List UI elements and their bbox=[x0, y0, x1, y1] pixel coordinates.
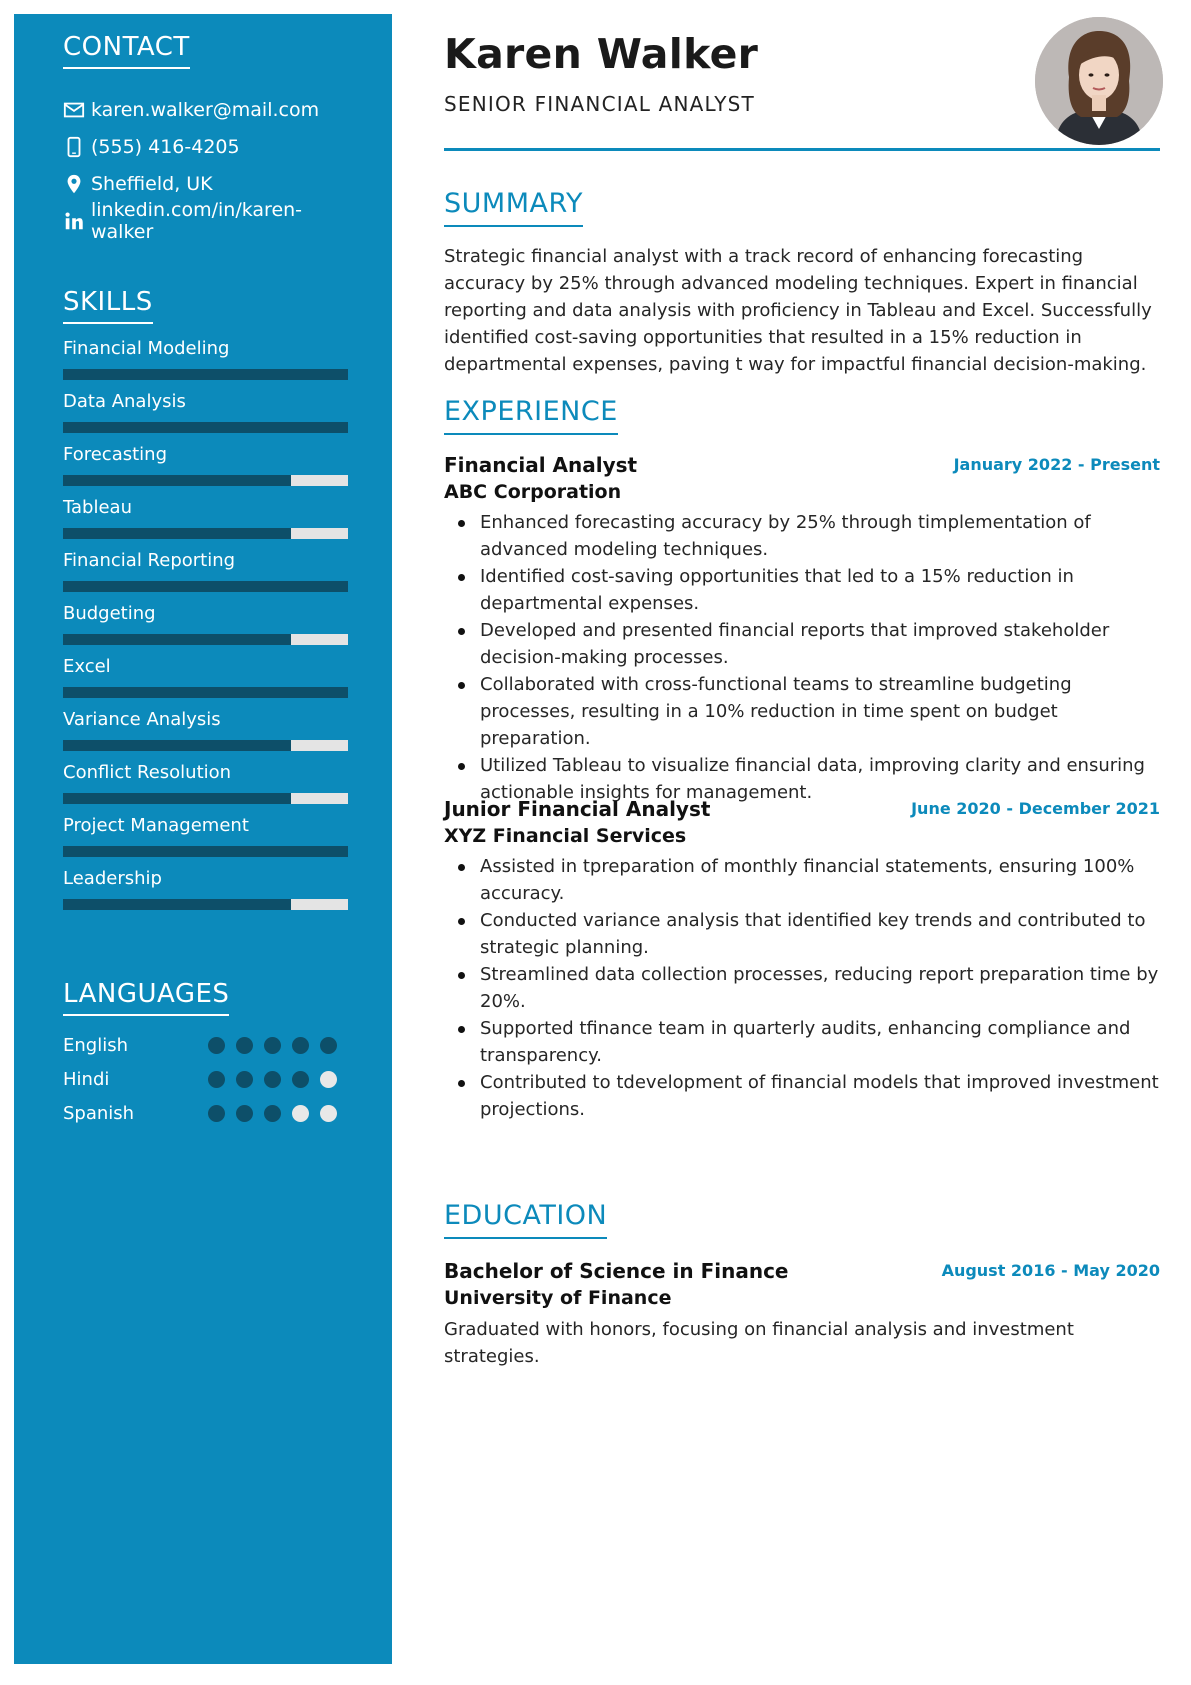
language-name: English bbox=[63, 1034, 128, 1056]
rating-dot-empty bbox=[320, 1071, 337, 1088]
envelope-icon bbox=[63, 99, 85, 121]
sidebar bbox=[14, 14, 392, 1664]
education-dates: August 2016 - May 2020 bbox=[941, 1261, 1160, 1280]
language-rating bbox=[208, 1037, 348, 1054]
skill-label: Variance Analysis bbox=[63, 709, 221, 730]
rating-dot-filled bbox=[264, 1037, 281, 1054]
contact-linkedin-text: linkedin.com/in/karen-walker bbox=[91, 198, 303, 243]
skills-section bbox=[63, 287, 348, 919]
skill-bar bbox=[63, 899, 348, 910]
skill-label: Forecasting bbox=[63, 444, 168, 465]
rating-dot-filled bbox=[208, 1037, 225, 1054]
skill-item bbox=[63, 601, 348, 654]
rating-dot-filled bbox=[236, 1037, 253, 1054]
contact-email-text: karen.walker@mail.com bbox=[91, 98, 320, 121]
skill-label: Project Management bbox=[63, 815, 249, 836]
skill-bar bbox=[63, 528, 348, 539]
rating-dot-filled bbox=[264, 1071, 281, 1088]
profile-photo bbox=[1035, 17, 1163, 145]
rating-dot-empty bbox=[292, 1105, 309, 1122]
candidate-name: Karen Walker bbox=[444, 30, 759, 78]
skill-item bbox=[63, 707, 348, 760]
list-item: Identified cost-saving opportunities that led to a 15% reduction in departmental expenses. bbox=[444, 563, 1160, 617]
language-item bbox=[63, 1062, 348, 1096]
contact-location-text: Sheffield, UK bbox=[91, 172, 213, 195]
list-item: Utilized Tableau to visualize financial data, improving clarity and ensuring actionable insights for management. bbox=[444, 752, 1160, 806]
linkedin-icon bbox=[63, 210, 85, 232]
job-dates: January 2022 - Present bbox=[953, 455, 1160, 474]
list-item: Supported tfinance team in quarterly audits, enhancing compliance and transparency. bbox=[444, 1015, 1160, 1069]
rating-dot-filled bbox=[208, 1105, 225, 1122]
languages-heading: LANGUAGES bbox=[63, 979, 229, 1016]
education-description: Graduated with honors, focusing on financial analysis and investment strategies. bbox=[444, 1319, 1074, 1367]
skill-item bbox=[63, 336, 348, 389]
skills-list bbox=[63, 336, 348, 919]
job-bullets bbox=[444, 509, 1160, 806]
language-name: Hindi bbox=[63, 1068, 110, 1090]
job-position: Financial Analyst bbox=[444, 453, 638, 477]
location-pin-icon bbox=[63, 173, 85, 195]
entry-header bbox=[444, 797, 1160, 823]
skill-bar-fill bbox=[63, 475, 291, 486]
list-item: Collaborated with cross-functional teams to streamline budgeting processes, resulting in a 10% reduction in time spent on budget preparation. bbox=[444, 671, 1160, 752]
skill-bar bbox=[63, 422, 348, 433]
contact-linkedin[interactable] bbox=[63, 198, 348, 243]
company-name: ABC Corporation bbox=[444, 481, 622, 503]
language-item bbox=[63, 1028, 348, 1062]
rating-dot-filled bbox=[208, 1071, 225, 1088]
skill-label: Conflict Resolution bbox=[63, 762, 232, 783]
skills-heading: SKILLS bbox=[63, 287, 153, 324]
contact-phone[interactable] bbox=[63, 128, 348, 165]
skill-item bbox=[63, 760, 348, 813]
language-rating bbox=[208, 1071, 348, 1088]
header-divider bbox=[444, 148, 1160, 151]
skill-bar-fill bbox=[63, 369, 348, 380]
skill-bar bbox=[63, 687, 348, 698]
list-item: Streamlined data collection processes, reducing report preparation time by 20%. bbox=[444, 961, 1160, 1015]
skill-label: Data Analysis bbox=[63, 391, 186, 412]
job-dates: June 2020 - December 2021 bbox=[911, 799, 1160, 818]
skill-item bbox=[63, 495, 348, 548]
skill-bar-fill bbox=[63, 634, 291, 645]
skill-item bbox=[63, 654, 348, 707]
contact-list bbox=[63, 91, 348, 243]
skill-bar-fill bbox=[63, 793, 291, 804]
rating-dot-filled bbox=[292, 1071, 309, 1088]
skill-bar bbox=[63, 793, 348, 804]
languages-section bbox=[63, 979, 348, 1130]
skill-label: Leadership bbox=[63, 868, 162, 889]
skill-label: Tableau bbox=[63, 497, 132, 518]
skill-bar bbox=[63, 475, 348, 486]
portrait-image bbox=[1035, 17, 1163, 145]
skill-item bbox=[63, 548, 348, 601]
skill-item bbox=[63, 813, 348, 866]
skill-item bbox=[63, 866, 348, 919]
skill-bar-fill bbox=[63, 581, 348, 592]
contact-section bbox=[63, 32, 348, 243]
contact-phone-text: (555) 416-4205 bbox=[91, 135, 240, 158]
list-item: Enhanced forecasting accuracy by 25% through timplementation of advanced modeling techniques. bbox=[444, 509, 1160, 563]
rating-dot-filled bbox=[320, 1037, 337, 1054]
language-item bbox=[63, 1096, 348, 1130]
skill-bar bbox=[63, 634, 348, 645]
language-name: Spanish bbox=[63, 1102, 135, 1124]
list-item: Assisted in tpreparation of monthly financial statements, ensuring 100% accuracy. bbox=[444, 853, 1160, 907]
list-item: Contributed to tdevelopment of financial models that improved investment projections. bbox=[444, 1069, 1160, 1123]
school-name: University of Finance bbox=[444, 1287, 672, 1309]
skill-bar-fill bbox=[63, 740, 291, 751]
job-title: SENIOR FINANCIAL ANALYST bbox=[444, 92, 755, 116]
education-heading: EDUCATION bbox=[444, 1200, 607, 1239]
skill-item bbox=[63, 389, 348, 442]
skill-bar-fill bbox=[63, 846, 348, 857]
skill-bar-fill bbox=[63, 899, 291, 910]
entry-header bbox=[444, 1259, 1160, 1285]
company-name: XYZ Financial Services bbox=[444, 825, 687, 847]
list-item: Conducted variance analysis that identified key trends and contributed to strategic planning. bbox=[444, 907, 1160, 961]
job-bullets bbox=[444, 853, 1160, 1123]
list-item: Developed and presented financial reports that improved stakeholder decision-making processes. bbox=[444, 617, 1160, 671]
languages-list bbox=[63, 1028, 348, 1130]
skill-label: Financial Reporting bbox=[63, 550, 236, 571]
contact-heading: CONTACT bbox=[63, 32, 190, 69]
rating-dot-filled bbox=[292, 1037, 309, 1054]
skill-bar bbox=[63, 740, 348, 751]
contact-email[interactable] bbox=[63, 91, 348, 128]
rating-dot-filled bbox=[236, 1105, 253, 1122]
experience-entry bbox=[444, 453, 1160, 806]
skill-bar bbox=[63, 369, 348, 380]
skill-bar-fill bbox=[63, 687, 348, 698]
skill-bar-fill bbox=[63, 528, 291, 539]
skill-label: Budgeting bbox=[63, 603, 156, 624]
summary-text: Strategic financial analyst with a track record of enhancing forecasting accuracy by 25% through advanced modeling techniques. Expert in financial reporting and data analysis with proficiency in Tableau and Excel. Successfully identified cost-saving opportunities that resulted in a 15% reduction in departmental expenses, paving t way for impactful financial decision-making. bbox=[444, 246, 1152, 375]
rating-dot-filled bbox=[264, 1105, 281, 1122]
education-entry bbox=[444, 1259, 1160, 1370]
skill-label: Financial Modeling bbox=[63, 338, 230, 359]
contact-location bbox=[63, 165, 348, 202]
skill-bar-fill bbox=[63, 422, 348, 433]
degree-name: Bachelor of Science in Finance bbox=[444, 1259, 789, 1283]
language-rating bbox=[208, 1105, 348, 1122]
entry-header bbox=[444, 453, 1160, 479]
rating-dot-empty bbox=[320, 1105, 337, 1122]
skill-item bbox=[63, 442, 348, 495]
rating-dot-filled bbox=[236, 1071, 253, 1088]
summary-heading: SUMMARY bbox=[444, 188, 583, 227]
experience-heading: EXPERIENCE bbox=[444, 396, 618, 435]
phone-icon bbox=[63, 136, 85, 158]
job-position: Junior Financial Analyst bbox=[444, 797, 711, 821]
skill-label: Excel bbox=[63, 656, 111, 677]
skill-bar bbox=[63, 581, 348, 592]
experience-entry bbox=[444, 797, 1160, 1123]
skill-bar bbox=[63, 846, 348, 857]
